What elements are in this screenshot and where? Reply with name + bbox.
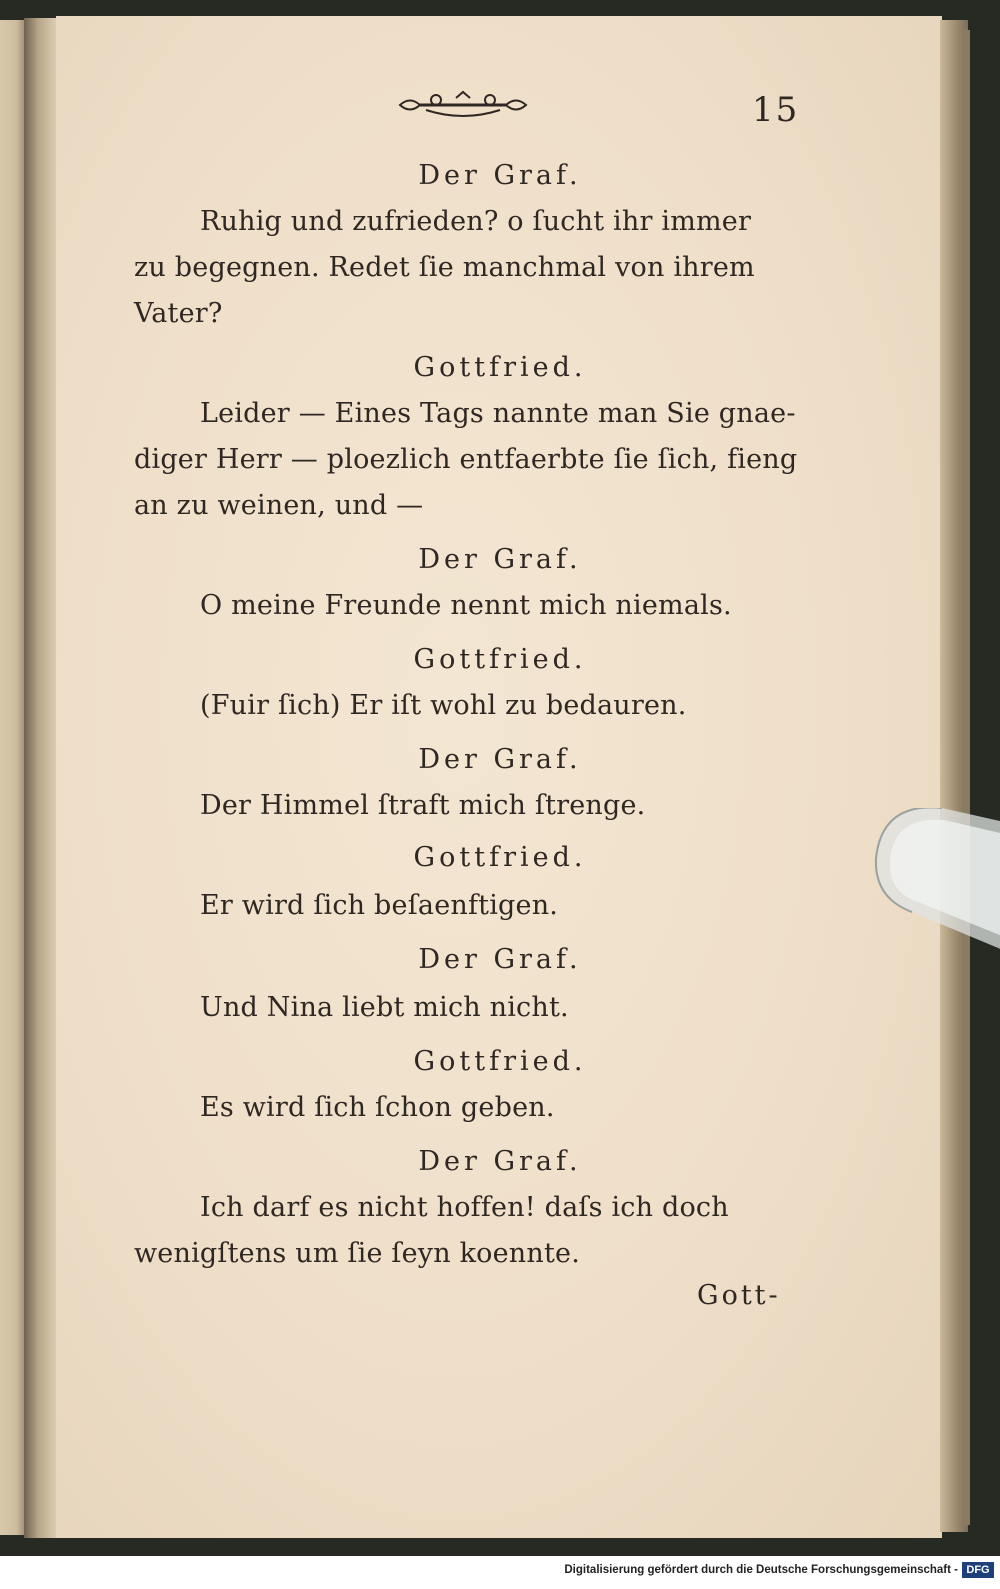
text-line: diger Herr — ploezlich entfaerbte ſie ſich, fieng xyxy=(134,444,798,475)
page-number: 15 xyxy=(752,90,800,130)
dfg-logo-icon: DFG xyxy=(962,1562,994,1578)
text-line: Ruhig und zufrieden? o ſucht ihr immer xyxy=(200,206,752,237)
ornament-vignette xyxy=(396,88,530,122)
text-line: Ich darf es nicht hoffen! daſs ich doch xyxy=(200,1192,729,1223)
text-line: Und Nina liebt mich nicht. xyxy=(200,992,569,1023)
text-line: zu begegnen. Redet ſie manchmal von ihrem xyxy=(134,252,755,283)
text-line: Vater? xyxy=(134,298,223,329)
footer-credit: Digitalisierung gefördert durch die Deutsche Forschungsgemeinschaft - xyxy=(564,1564,958,1576)
text-line: O meine Freunde nennt mich niemals. xyxy=(200,590,732,621)
speaker-name: Der Graf. xyxy=(418,744,582,775)
text-line: (Fuir ſich) Er iſt wohl zu bedauren. xyxy=(200,690,687,721)
text-line: an zu weinen, und — xyxy=(134,490,424,521)
text-line: Leider — Eines Tags nannte man Sie gnae- xyxy=(200,398,796,429)
text-line: Der Himmel ſtraft mich ſtrenge. xyxy=(200,790,646,821)
catchword: Gott- xyxy=(697,1280,781,1311)
speaker-name: Der Graf. xyxy=(418,544,582,575)
text-line: Es wird ſich ſchon geben. xyxy=(200,1092,555,1123)
text-line: Er wird ſich beſaenftigen. xyxy=(200,890,559,921)
digitization-footer xyxy=(0,1556,1000,1589)
text-line: wenigſtens um ſie ſeyn koennte. xyxy=(134,1238,580,1269)
speaker-name: Gottfried. xyxy=(413,1046,587,1077)
speaker-name: Gottfried. xyxy=(413,644,587,675)
speaker-name: Der Graf. xyxy=(418,944,582,975)
speaker-name: Gottfried. xyxy=(413,842,587,873)
speaker-name: Der Graf. xyxy=(418,1146,582,1177)
speaker-name: Gottfried. xyxy=(413,352,587,383)
speaker-name: Der Graf. xyxy=(418,160,582,191)
